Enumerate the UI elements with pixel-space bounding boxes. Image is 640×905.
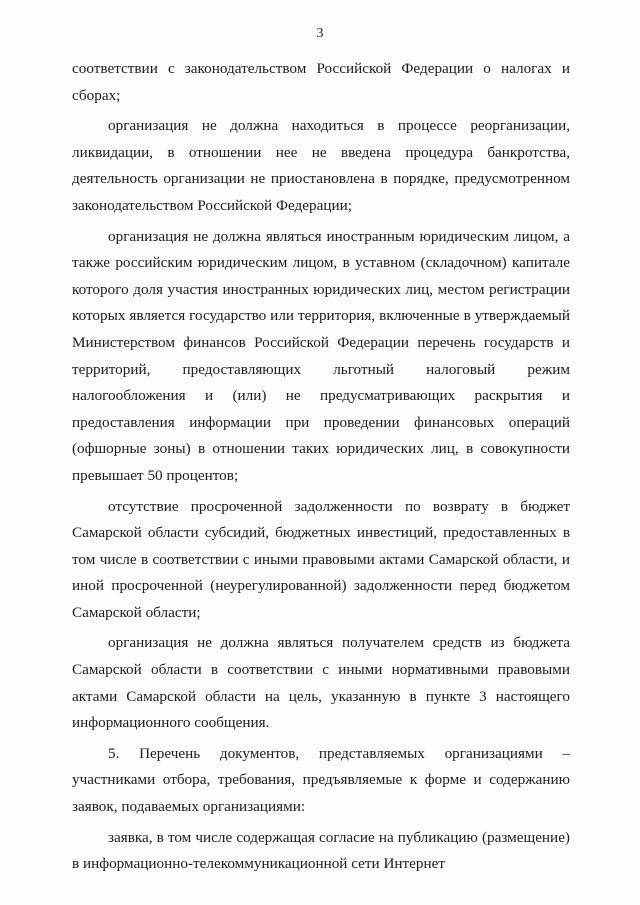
paragraph-5: организация не должна являться получателем средств из бюджета Самарской области в соответствии с иными нормативными правовыми актами Самарской области на цель, указанную в пункте 3 настоящего информационного сообщения.	[72, 634, 570, 732]
paragraph-3: организация не должна являться иностранным юридическим лицом, а также российским юридическим лицом, в уставном (складочном) капитале которого доля участия иностранных юридических лиц, местом регистрации которых является государство или территория, включенные в утверждаемый Министерством финансов Российской Федерации перечень государств и территорий, предоставляющих льготный налоговый режим налогообложения и (или) не предусматривающих раскрытия и предоставления информации при проведении финансовых операций (офшорные зоны) в отношении таких юридических лиц, в совокупности превышает 50 процентов;	[72, 227, 570, 484]
paragraph-6-section-5: 5. Перечень документов, представляемых организациями – участниками отбора, требования, предъявляемые к форме и содержанию заявок, подаваемых организациями:	[72, 744, 570, 816]
page-number: 3	[316, 26, 324, 41]
paragraph-2: организация не должна находиться в процессе реорганизации, ликвидации, в отношении нее не введена процедура банкротства, деятельность организации не приостановлена в порядке, предусмотренном законодательством Российской Федерации;	[72, 117, 570, 214]
paragraph-1: соответствии с законодательством Российской Федерации о налогах и сборах;	[72, 60, 570, 104]
paragraph-4: отсутствие просроченной задолженности по возврату в бюджет Самарской области субсидий, бюджетных инвестиций, предоставленных в том числе в соответствии с иными правовыми актами Самарской области, и иной просроченной (неурегулированной) задолженности перед бюджетом Самарской области;	[72, 497, 570, 621]
paragraph-7: заявка, в том числе содержащая согласие на публикацию (размещение) в информационно-телекоммуникационной сети Интернет	[72, 828, 570, 873]
document-body	[72, 56, 570, 878]
